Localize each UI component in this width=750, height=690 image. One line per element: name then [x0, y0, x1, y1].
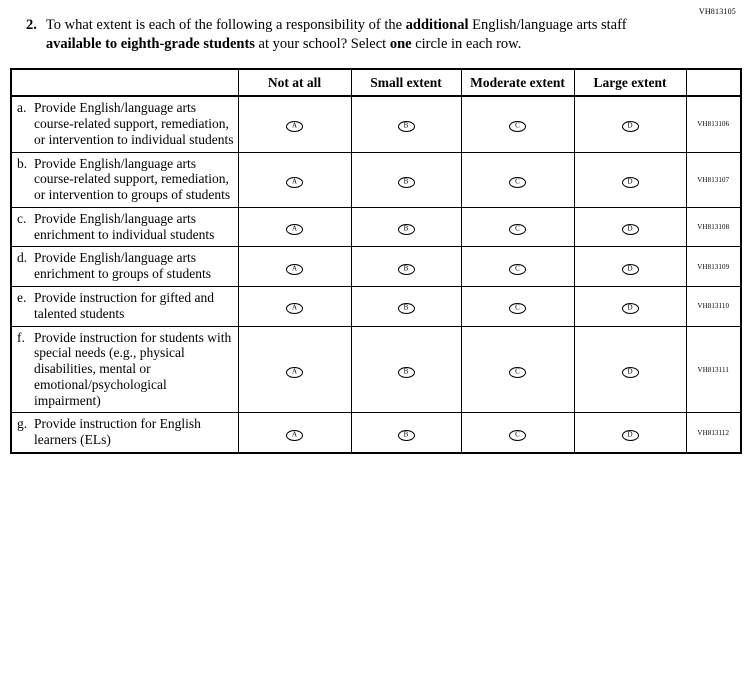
table-row [11, 152, 741, 207]
column-header-not-at-all: Not at all [238, 69, 351, 97]
row-code: VH813106 [686, 96, 741, 152]
row-letter: f. [17, 329, 25, 345]
row-letter: g. [17, 416, 28, 432]
radio-circle-large-extent[interactable]: D [622, 303, 639, 314]
radio-circle-moderate-extent[interactable]: C [509, 303, 526, 314]
row-label: Provide English/language arts enrichment to groups of students [34, 250, 211, 282]
radio-circle-moderate-extent[interactable]: C [509, 430, 526, 441]
row-letter: e. [17, 290, 27, 306]
radio-circle-large-extent[interactable]: D [622, 264, 639, 275]
question-segment-bold: one [389, 35, 412, 52]
radio-circle-small-extent[interactable]: B [398, 264, 415, 275]
radio-circle-moderate-extent[interactable]: C [509, 367, 526, 378]
radio-circle-moderate-extent[interactable]: C [509, 121, 526, 132]
radio-circle-large-extent[interactable]: D [622, 224, 639, 235]
radio-circle-small-extent[interactable]: B [398, 367, 415, 378]
row-letter: d. [17, 250, 28, 266]
table-row [11, 96, 741, 152]
question-segment: circle in each row. [411, 35, 522, 52]
radio-circle-small-extent[interactable]: B [398, 430, 415, 441]
row-label: Provide instruction for students with special needs (e.g., physical disabilities, mental or emotional/psychological impairment) [34, 329, 232, 408]
table-row [11, 207, 741, 247]
radio-circle-small-extent[interactable]: B [398, 303, 415, 314]
row-letter: b. [17, 155, 28, 171]
page-code: VH813105 [698, 7, 736, 16]
row-label: Provide English/language arts enrichment to individual students [34, 210, 215, 242]
radio-circle-small-extent[interactable]: B [398, 121, 415, 132]
radio-circle-not-at-all[interactable]: A [286, 367, 303, 378]
question-segment: To what extent is each of the following a responsibility of the [45, 17, 406, 33]
table-row [11, 247, 741, 287]
header-code-blank [686, 69, 741, 97]
radio-circle-not-at-all[interactable]: A [286, 177, 303, 188]
radio-circle-large-extent[interactable]: D [622, 367, 639, 378]
column-header-large-extent: Large extent [574, 69, 686, 97]
header-row [11, 69, 741, 97]
row-letter: c. [17, 210, 27, 226]
question-segment-bold: additional [405, 17, 469, 33]
response-matrix-table [10, 68, 742, 454]
table-row [11, 287, 741, 327]
row-code: VH813108 [686, 207, 741, 247]
row-code: VH813112 [686, 413, 741, 453]
question-block [0, 0, 750, 62]
question-text [46, 16, 651, 54]
radio-circle-moderate-extent[interactable]: C [509, 264, 526, 275]
column-header-moderate-extent: Moderate extent [461, 69, 574, 97]
question-segment-bold: available to eighth-grade students [45, 35, 255, 52]
radio-circle-moderate-extent[interactable]: C [509, 224, 526, 235]
row-code: VH813111 [686, 326, 741, 413]
column-header-small-extent: Small extent [351, 69, 461, 97]
radio-circle-not-at-all[interactable]: A [286, 303, 303, 314]
header-blank [11, 69, 238, 97]
radio-circle-small-extent[interactable]: B [398, 177, 415, 188]
row-code: VH813110 [686, 287, 741, 327]
question-segment: at your school? Select [254, 35, 390, 52]
row-label: Provide English/language arts course-related support, remediation, or intervention to individual students [34, 100, 234, 147]
table-row [11, 413, 741, 453]
question-segment: English/language arts staff [468, 17, 627, 33]
radio-circle-large-extent[interactable]: D [622, 121, 639, 132]
radio-circle-not-at-all[interactable]: A [286, 224, 303, 235]
radio-circle-moderate-extent[interactable]: C [509, 177, 526, 188]
radio-circle-small-extent[interactable]: B [398, 224, 415, 235]
row-label: Provide instruction for gifted and talented students [34, 290, 214, 321]
radio-circle-large-extent[interactable]: D [622, 177, 639, 188]
row-letter: a. [17, 100, 27, 116]
row-label: Provide instruction for English learners (ELs) [34, 416, 201, 448]
radio-circle-not-at-all[interactable]: A [286, 121, 303, 132]
question-number: 2. [26, 17, 37, 33]
radio-circle-large-extent[interactable]: D [622, 430, 639, 441]
table-row [11, 326, 741, 413]
row-code: VH813107 [686, 152, 741, 207]
radio-circle-not-at-all[interactable]: A [286, 264, 303, 275]
row-label: Provide English/language arts course-related support, remediation, or intervention to groups of students [34, 155, 231, 203]
row-code: VH813109 [686, 247, 741, 287]
radio-circle-not-at-all[interactable]: A [286, 430, 303, 441]
